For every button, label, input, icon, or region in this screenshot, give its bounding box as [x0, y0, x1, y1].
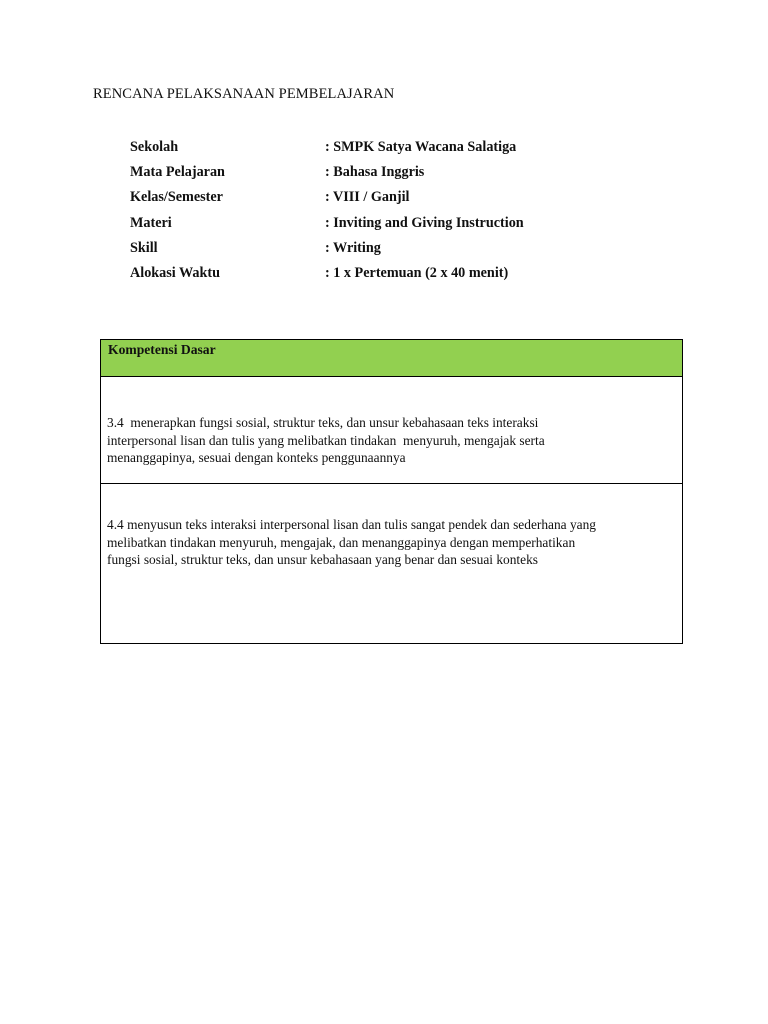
kompetensi-line: menanggapinya, sesuai dengan konteks penggunaannya — [107, 450, 406, 465]
info-value: : Writing — [325, 239, 381, 256]
info-value: : Inviting and Giving Instruction — [325, 214, 524, 231]
kompetensi-line: 4.4 menyusun teks interaksi interpersonal lisan dan tulis sangat pendek dan sederhana yang — [107, 517, 597, 532]
info-row-kelas-semester — [130, 187, 690, 212]
kompetensi-line: interpersonal lisan dan tulis yang melibatkan tindakan menyuruh, mengajak serta — [107, 432, 545, 448]
kompetensi-line: melibatkan tindakan menyuruh, mengajak, dan menanggapinya dengan memperhatikan — [107, 534, 576, 550]
kompetensi-row-4-4 — [101, 484, 682, 643]
kompetensi-dasar-table — [100, 339, 683, 644]
info-label: Materi — [130, 214, 172, 231]
info-row-mata-pelajaran — [130, 162, 690, 187]
info-label: Kelas/Semester — [130, 189, 223, 206]
info-value: : 1 x Pertemuan (2 x 40 menit) — [325, 264, 509, 281]
kompetensi-row-3-4 — [101, 377, 682, 484]
document-title: RENCANA PELAKSANAAN PEMBELAJARAN — [93, 86, 395, 102]
info-value: : Bahasa Inggris — [325, 164, 425, 181]
info-value: : SMPK Satya Wacana Salatiga — [325, 139, 517, 155]
info-label: Mata Pelajaran — [130, 164, 225, 181]
info-label: Alokasi Waktu — [130, 264, 221, 281]
kompetensi-line: fungsi sosial, struktur teks, dan unsur kebahasaan yang benar dan sesuai konteks — [107, 552, 539, 567]
info-row-sekolah — [130, 137, 690, 162]
info-row-skill — [130, 238, 690, 263]
info-block — [130, 137, 690, 288]
info-label: Skill — [130, 239, 158, 256]
kompetensi-line: 3.4 menerapkan fungsi sosial, struktur teks, dan unsur kebahasaan teks interaksi — [107, 415, 539, 430]
info-label: Sekolah — [130, 139, 179, 155]
kompetensi-dasar-header: Kompetensi Dasar — [101, 340, 682, 377]
info-value: : VIII / Ganjil — [325, 189, 410, 206]
info-row-materi — [130, 213, 690, 238]
info-row-alokasi-waktu — [130, 263, 690, 288]
